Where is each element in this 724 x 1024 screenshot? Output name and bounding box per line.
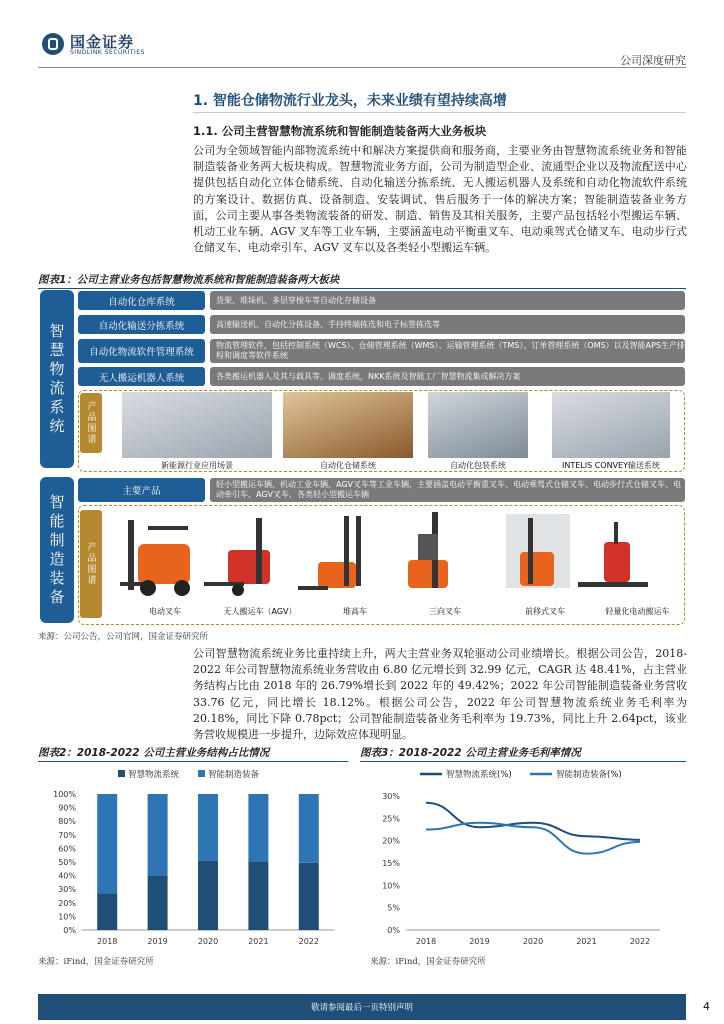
photo-warehouse — [283, 392, 413, 458]
page-number: 4 — [703, 1000, 710, 1013]
row-desc-2: 高速输送机、自动化分拣设备、手持终端拣选和电子标签拣选等 — [210, 315, 685, 334]
y-tick-label: 20% — [58, 898, 76, 908]
x-tick-label: 2021 — [576, 937, 597, 946]
app-label: 产品图谱 — [80, 393, 102, 453]
x-tick-label: 2019 — [147, 937, 168, 946]
y-tick-label: 40% — [58, 871, 76, 881]
y-tick-label: 80% — [58, 817, 76, 827]
paragraph-1: 公司为全领域智能内部物流系统中和解决方案提供商和服务商，主要业务由智慧物流系统业务和智能制造装备业务两大板块构成。智慧物流业务方面，公司为制造型企业、流通型企业以及物流配送中心提供包括自动化立体仓储系统、自动化输送分拣系统、无人搬运机器人及系统和自动化物流软件系统的方案设计、数据仿真、设备制造、安装调试、售后服务于一体的解决方案；智能制造装备业务方面，公司主要从事各类物流装备的研发、制造、销售及其相关服务，主要产品包括轻小型搬运车辆、机动工业车辆、AGV 叉车等工业车辆，主要涵盖电动平衡重叉车、电动乘驾式仓储叉车、电动步行式仓储叉车、电动牵引车、AGV 叉车以及各类轻小型搬运车辆。 — [193, 144, 687, 255]
bar-segment — [97, 894, 117, 930]
logo-subtext: SINOLINK SECURITIES — [70, 49, 145, 56]
bar-segment — [299, 794, 319, 863]
logo-icon — [42, 33, 64, 55]
y-tick-label: 10% — [58, 912, 76, 922]
photo-caption-3: 自动化包装系统 — [450, 461, 506, 470]
figure2-source: 来源：iFind，国金证券研究所 — [38, 957, 154, 967]
y-tick-label: 0% — [63, 926, 76, 935]
y-tick-label: 90% — [58, 803, 76, 813]
product-caption-5: 前移式叉车 — [525, 607, 565, 616]
main-products-label: 主要产品 — [78, 478, 205, 502]
forklift-icon-4 — [408, 512, 448, 588]
y-tick-label: 60% — [58, 844, 76, 854]
main-products-desc: 轻小型搬运车辆、机动工业车辆、AGV叉车等工业车辆，主要涵盖电动平衡重叉车、电动乘驾式仓储叉车、电动步行式仓储叉车、电动牵引车、AGV叉车、各类轻小型搬运车辆 — [210, 478, 685, 502]
row-desc-4: 各类搬运机器人及其与载具等、调度系统，NKK系统及智能工厂智慧物流集成解决方案 — [210, 367, 685, 386]
bar-segment — [299, 863, 319, 930]
figure1-title: 图表1：公司主营业务包括智慧物流系统和智能制造装备两大板块 — [38, 274, 340, 286]
row-desc-3: 物流管理软件，包括控制系统（WCS）、仓储管理系统（WMS）、运输管理系统（TMS）、订单管理系统（OMS）以及智能APS生产排程和调度等软件系统 — [210, 339, 685, 363]
y-tick-label: 70% — [58, 830, 76, 840]
section-title: 1. 智能仓储物流行业龙头，未来业绩有望持续高增 — [193, 93, 507, 109]
y-tick-label: 30% — [58, 885, 76, 895]
row-name-4: 无人搬运机器人系统 — [78, 367, 205, 386]
figure3-title: 图表3：2018-2022 公司主营业务毛利率情况 — [360, 747, 581, 759]
y-tick-label: 30% — [382, 792, 400, 801]
product-caption-6: 轻量化电动搬运车 — [605, 607, 670, 616]
header-divider — [38, 67, 686, 68]
row-name-2: 自动化输送分拣系统 — [78, 315, 205, 334]
logo-text: 国金证券 — [70, 33, 135, 51]
photo-caption-1: 新能源行业应用场景 — [161, 461, 233, 470]
y-tick-label: 50% — [58, 858, 76, 867]
photo-battery-line — [122, 392, 272, 458]
forklift-icon-1 — [120, 520, 190, 596]
legend-label: 智能制造装备 — [208, 770, 260, 780]
row-desc-1: 货架、堆垛机、多层穿梭车等自动化存储设备 — [210, 291, 685, 310]
product-caption-3: 堆高车 — [343, 607, 367, 616]
legend-swatch — [198, 770, 205, 777]
x-tick-label: 2019 — [469, 937, 490, 946]
series-line — [426, 803, 640, 840]
margin-line-chart — [360, 764, 686, 950]
bar-segment — [198, 861, 218, 930]
x-tick-label: 2020 — [522, 937, 544, 946]
label-logistics-system: 智慧物流系统 — [40, 290, 74, 468]
x-tick-label: 2018 — [415, 937, 437, 946]
photo-caption-2: 自动化仓储系统 — [320, 461, 376, 470]
y-tick-label: 5% — [387, 903, 400, 913]
y-tick-label: 0% — [387, 926, 400, 935]
forklift-icon-6 — [578, 522, 648, 587]
product-photos — [108, 512, 682, 604]
y-tick-label: 15% — [382, 859, 400, 868]
figure3-rule — [360, 761, 686, 762]
figure1-rule — [38, 288, 686, 289]
label-manufacturing-equipment: 智能制造装备 — [40, 477, 74, 623]
row-name-3: 自动化物流软件管理系统 — [78, 339, 205, 363]
legend-label: 智能制造装备(%) — [556, 770, 622, 780]
row-name-1: 自动化仓库系统 — [78, 291, 205, 310]
photo-packaging — [428, 392, 528, 458]
subsection-title: 1.1. 公司主营智慧物流系统和智能制造装备两大业务板块 — [193, 124, 487, 138]
photo-caption-4: INTELIS CONVEY输送系统 — [561, 461, 660, 470]
product-caption-4: 三向叉车 — [429, 607, 461, 616]
y-tick-label: 20% — [382, 836, 400, 846]
x-tick-label: 2022 — [298, 937, 319, 946]
product-label: 产品图谱 — [80, 510, 102, 618]
figure1-source: 来源：公司公告，公司官网，国金证券研究所 — [38, 632, 209, 642]
x-tick-label: 2020 — [197, 937, 219, 946]
paragraph-2: 公司智慧物流系统业务比重持续上升，两大主营业务双轮驱动公司业绩增长。根据公司公告，2018-2022 年公司智慧物流系统业务营收由 6.80 亿元增长到 32.99 亿元，CAGR 达 48.41%，占主营业务结构占比由 2018 年的 26.79%增长到 2022 年的 49.42%；2022 年公司智能制造装备业务营收 33.76 亿元，同比增长 18.12%。根据公司公告，2022 年公司智慧物流系统业务毛利率为 20.18%，同比下降 0.78pct；公司智能制造装备业务毛利率为 19.73%，同比上升 2.64pct，该业务营收规模进一步提升，边际效应体现明显。 — [193, 647, 687, 742]
product-caption-1: 电动叉车 — [149, 607, 181, 616]
footer-disclaimer: 敬请参阅最后一页特别声明 — [310, 1003, 413, 1013]
legend-swatch — [118, 770, 125, 777]
figure3-source: 来源：iFind，国金证券研究所 — [370, 957, 486, 967]
x-tick-label: 2021 — [248, 937, 269, 946]
y-tick-label: 100% — [53, 790, 76, 799]
section-divider — [193, 112, 686, 113]
forklift-icon-2 — [204, 518, 270, 596]
figure2-rule — [38, 761, 348, 762]
report-type: 公司深度研究 — [620, 54, 686, 67]
bar-segment — [248, 794, 268, 861]
bar-segment — [248, 861, 268, 930]
y-tick-label: 10% — [382, 881, 400, 891]
photo-conveyor — [552, 392, 670, 458]
bar-segment — [198, 794, 218, 861]
product-caption-2: 无人搬运车（AGV） — [223, 607, 297, 616]
y-tick-label: 25% — [382, 814, 400, 824]
bar-segment — [148, 794, 168, 876]
legend-label: 智慧物流系统 — [128, 770, 180, 780]
legend-label: 智慧物流系统(%) — [446, 770, 512, 780]
figure2-title: 图表2：2018-2022 公司主营业务结构占比情况 — [38, 747, 270, 759]
bar-segment — [97, 794, 117, 894]
structure-bar-chart — [38, 764, 348, 950]
bar-segment — [148, 876, 168, 930]
x-tick-label: 2018 — [97, 937, 118, 946]
x-tick-label: 2022 — [629, 937, 651, 946]
forklift-icon-5 — [506, 514, 570, 588]
forklift-icon-3 — [298, 516, 361, 590]
